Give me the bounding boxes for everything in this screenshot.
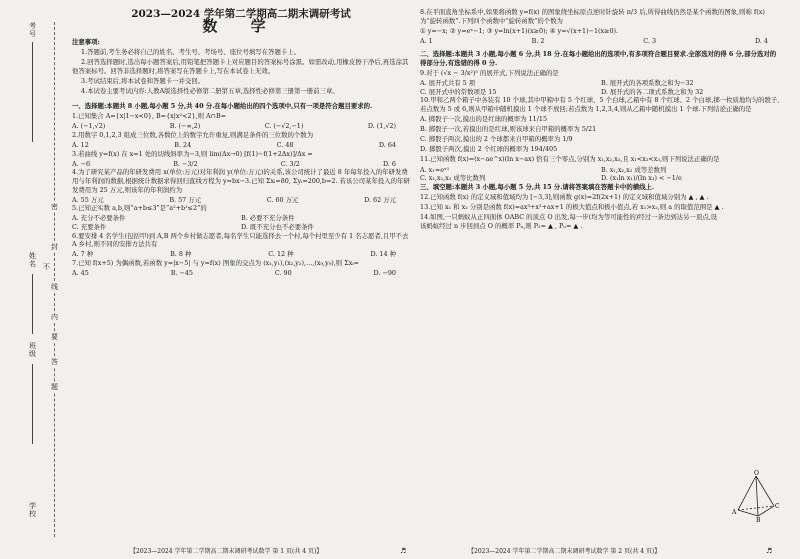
vertex-label: B: [756, 517, 761, 522]
option: C. 90: [274, 268, 292, 277]
question-options: [72, 269, 410, 278]
question-stem: 8.在平面直角坐标系中,如果将函数 y=f(x) 的图象绕坐标原点逆时针旋转 π/3 后,所得曲线仍然是某个函数的图象,则称 f(x) 为“旋转函数”.下列四个函数中“旋转函数”的个数为: [420, 8, 765, 25]
binding-dashed-line: [54, 22, 55, 537]
class-line: [32, 364, 33, 444]
binding-char: 题: [51, 383, 58, 391]
tetrahedron-figure: [732, 470, 780, 522]
question-stem: 3.若曲线 y=f(x) 在 x=1 处的切线斜率为−3,则 lim(Δx→0) [f(1)−f(1+2Δx)]/Δx =: [72, 149, 313, 158]
notice-item: 4.本试卷主要考试内容:人教A版选择性必修第二册第五章,选择性必修第三册第一册前三章。: [81, 87, 339, 96]
question-stem: 1.已知集合 A={x|1−x<0}, B={x|x²<2},则 A∩B=: [72, 112, 227, 121]
option: C. 充要条件: [72, 222, 107, 231]
note-icon: ♬: [766, 547, 773, 555]
binding-char: 内: [51, 313, 58, 321]
binding-char: 封: [51, 243, 58, 251]
vertex-label: O: [754, 470, 759, 477]
option: C. 3: [643, 36, 657, 45]
binding-strip: [6, 12, 66, 542]
binding-char: 要: [51, 333, 58, 341]
class-label: 班级: [29, 342, 36, 358]
option: C. 12 种: [268, 250, 294, 259]
question-stem: 11.已知函数 f(x)=(x−ae^x)(ln x−ax) 恰有三个零点,分别为 x₁,x₂,x₃,且 x₁<x₂<x₃,则下列说法正确的是: [420, 155, 720, 164]
section1-heading: 一、选择题:本题共 8 小题,每小题 5 分,共 40 分.在每小题给出的四个选项中,只有一项是符合题目要求的.: [72, 102, 373, 111]
binding-char: 密: [51, 203, 58, 211]
notice-item: 3.考试结束后,将本试卷和答题卡一并交回。: [81, 77, 205, 86]
option: D. −90: [373, 268, 396, 277]
option: A. 55 万元: [72, 195, 104, 204]
option: B. x₁,x₂,x₃ 成等差数列: [601, 165, 667, 174]
question-options: [72, 141, 410, 150]
option: D. (x₁ln x₁)/(ln x₃) < −1/e: [601, 174, 682, 183]
exam-no-label: 考号: [29, 22, 36, 38]
question-stem: 5.已知正实数 a,b,则“a+b≤3”是“a²+b²≤2”的: [72, 204, 207, 213]
option: C. x₁,x₂,x₃ 成等比数列: [420, 174, 486, 183]
option: D. 4: [754, 36, 768, 45]
subject-title: 数 学: [202, 16, 280, 35]
option: B. 必要不充分条件: [241, 214, 295, 223]
option: A. −6: [72, 159, 91, 168]
question-stem: 7.已知 f(x+5) 为偶函数,若函数 y=|x−5| 与 y=f(x) 图象的交点为 (x₁,y₁),(x₂,y₂),…,(x₉,y₉),则 Σxᵢ=: [72, 258, 359, 267]
binding-char: 答: [51, 358, 58, 366]
option: B. 展开式的各项系数之和为−32: [601, 79, 694, 88]
option: D. 6: [382, 159, 396, 168]
question-options: [420, 37, 782, 46]
option: C. 掷骰子两次,摸出的 2 个球都来自甲箱的概率为 1/9: [420, 135, 573, 144]
vertex-label: A: [732, 509, 737, 516]
question-stem: 6.要安排 4 名学生(包括甲)到 A,B 两个乡村做志愿者,每名学生只能选择去一个村,每个村里至少有 1 名志愿者,且甲不去 A 乡村,则不同的安排方法共有: [72, 231, 409, 249]
option: A. 1: [420, 36, 433, 45]
footer-right: 【2023—2024 学年第二学期高二期末调研考试数学 第 2 页(共 4 页)】: [468, 548, 661, 555]
name-label: 姓名: [29, 252, 36, 268]
note-icon: ♬: [400, 547, 407, 555]
question-options: [420, 166, 782, 183]
option: B. 24: [174, 141, 192, 150]
question-stem: 14.如图,一只蚂蚁从正四面体 OABC 的顶点 O 出发,每一步(均为等可能性的)经过一条边到达另一顶点,设该蚂蚁经过 n 步回到点 O 的概率 Pₙ,则 P₂= ▲ , Pₙ= ▲ .: [420, 212, 718, 230]
option: D. 既不充分也不必要条件: [241, 222, 314, 231]
option: A. 45: [72, 268, 89, 277]
exam-no-line: [32, 42, 33, 142]
option: D. 掷骰子两次,摸出 2 个红球的概率为 194/405: [420, 145, 558, 154]
option: D. (1,√2): [367, 122, 396, 131]
question-stem: 4.为了研究某产品的年研发费用 x(单位:万元)对年利润 y(单位:万元)的关系,该公司统计了最近 8 年每年投入的年研发费用与年利润的数据,根据统计数据求得回归直线方程为 y=bx−3.已知 Σxᵢ=80, Σyᵢ=200,b=2. 若该公司某年投入的年研发费用为 25 万元,则该年的年利润约为: [72, 168, 410, 194]
question-options: [72, 196, 410, 205]
option: D. 展开式的各二项式系数之和为 32: [601, 87, 704, 96]
notice-heading: 注意事项:: [72, 38, 100, 47]
section2-heading: 二、选择题:本题共 3 小题,每小题 6 分,共 18 分.在每小题给出的选项中,有多项符合题目要求.全部选对的得 6 分,部分选对的得部分分,有选错的得 0 分.: [420, 50, 777, 67]
option: B. 8 种: [170, 250, 192, 259]
footer-left: 【2023—2024 学年第二学期高二期末调研考试数学 第 1 页(共 4 页)】: [130, 548, 323, 555]
question-stem: 10.甲和乙两个箱子中各装有 10 个球,其中甲箱中有 5 个红球、5 个白球,乙箱中有 8 个红球、2 个白球,掷一枚质地均匀的骰子,若点数为 5 或 6,则从甲箱中随机摸出 1 个球不放回;若点数为 1,2,3,4,则从乙箱中随机摸出 1 个球.下列结论正确的是: [420, 96, 780, 113]
option: C. 48: [276, 141, 294, 150]
school-label: 学校: [29, 502, 36, 518]
option: A. 充分不必要条件: [72, 214, 126, 223]
option: A. (−1,√2): [72, 122, 106, 131]
question-options: [72, 250, 410, 259]
question-options: [72, 122, 410, 131]
option: A. 7 种: [72, 250, 94, 259]
option: B. −45: [170, 268, 193, 277]
section3-heading: 三、填空题:本题共 3 小题,每小题 5 分,共 15 分.请将答案填在答题卡中的横线上.: [420, 182, 655, 191]
name-line: [32, 274, 33, 334]
binding-char: 不: [43, 263, 50, 271]
left-column: [72, 8, 410, 278]
option: D. 14 种: [370, 250, 396, 259]
option: D. 64: [378, 141, 396, 150]
option: B. (−∞,2): [169, 122, 201, 131]
option: D. 62 万元: [364, 195, 396, 204]
right-column: [420, 8, 782, 232]
option: A. 展开式共有 5 项: [420, 79, 476, 88]
question-functions: ① y=−x; ② y=eˣ−1; ③ y=ln(x+1)(x≥0); ④ y=√(x+1)−1(x≥0).: [420, 26, 619, 35]
question-stem: 2.用数字 0,1,2,3 组成三位数,各数位上的数字允许重复,则满足条件的三位数的个数为: [72, 131, 314, 140]
option: C. 60 万元: [266, 195, 299, 204]
option: A. 掷骰子一次,摸出的是红球的概率为 11/15: [420, 115, 548, 124]
notice-item: 2.回答选择题时,选出每小题答案后,用铅笔把答题卡上对应题目的答案标号涂黑。如需改动,用橡皮擦干净后,再选涂其他答案标号。回答非选择题时,将答案写在答题卡上,写在本试卷上无效。: [72, 58, 409, 75]
option: C. 3/2: [280, 159, 300, 168]
question-stem: 9.对于 (√x − 3/x²)⁵ 的展开式,下列说法正确的是: [420, 69, 559, 78]
question-options: [420, 79, 782, 96]
option: B. 57 万元: [169, 195, 202, 204]
option: B. 掷骰子一次,若摸出的是红球,则该球来自甲箱的概率为 5/21: [420, 125, 597, 134]
option: A. x₁=eˣ¹: [420, 165, 450, 174]
question-stem: 12.已知函数 f(x) 的定义域和值域均为 [−3,3],则函数 g(x)=2f(2x+1) 的定义域和值域分别为 ▲ , ▲ .: [420, 192, 709, 201]
binding-char: 线: [51, 283, 58, 291]
option: C. 展开式中的常数项是 15: [420, 87, 497, 96]
option: A. 12: [72, 141, 89, 150]
vertex-label: C: [775, 503, 780, 510]
notice-item: 1.答题前,考生务必将自己的姓名、考生号、考场号、座位号填写在答题卡上。: [81, 48, 301, 57]
option: B. 2: [531, 36, 545, 45]
question-stem: 13.已知 x₁ 和 x₂ 分别是函数 f(x)=ax³+x²+ax+1 的极大值点和极小值点,若 x₁>x₂,则 a 的取值范围是 ▲ .: [420, 202, 724, 211]
exam-title: 2023—2024 学年第二学期高二期末调研考试: [131, 8, 351, 20]
option: B. −3/2: [173, 159, 198, 168]
option: C. (−√2,−1): [264, 122, 304, 131]
question-options: [72, 214, 410, 231]
